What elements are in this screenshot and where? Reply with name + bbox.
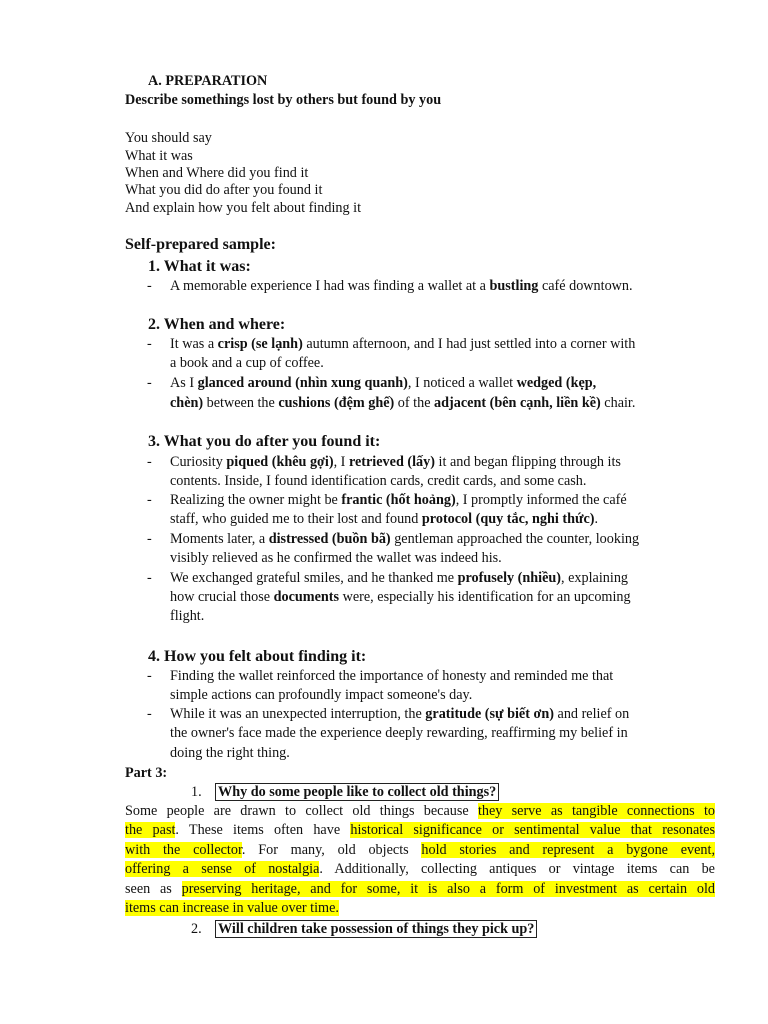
question-2: Will children take possession of things they pick up? — [215, 920, 537, 939]
bullet-line: Finding the wallet reinforced the importance of honesty and reminded me that — [170, 668, 614, 684]
cue-line: You should say — [125, 130, 212, 146]
bullet-dash: - — [147, 706, 152, 722]
bullet-dash: - — [147, 375, 152, 391]
bullet-line: It was a crisp (se lạnh) autumn afternoon, and I had just settled into a corner with — [170, 336, 636, 352]
part3-heading: Part 3: — [125, 765, 168, 781]
cue-line: What you did do after you found it — [125, 182, 323, 198]
bullet-dash: - — [147, 336, 152, 352]
bullet-line: a book and a cup of coffee. — [170, 355, 324, 371]
cue-line: What it was — [125, 148, 193, 164]
bullet-line: flight. — [170, 608, 205, 624]
bullet-line: While it was an unexpected interruption, the gratitude (sự biết ơn) and relief on — [170, 706, 630, 722]
bullet-line: Curiosity piqued (khêu gợi), I retrieved (lấy) it and began flipping through its — [170, 454, 621, 470]
question-1: Why do some people like to collect old things? — [215, 783, 499, 802]
bullet-line: As I glanced around (nhìn xung quanh), I noticed a wallet wedged (kẹp, — [170, 375, 597, 391]
bullet-line: A memorable experience I had was finding a wallet at a bustling café downtown. — [170, 278, 633, 294]
answer-line: with the collector. For many, old objects hold stories and represent a bygone event, — [125, 841, 716, 858]
bullet-line: Moments later, a distressed (buồn bã) gentleman approached the counter, looking — [170, 531, 640, 547]
bullet-line: We exchanged grateful smiles, and he thanked me profusely (nhiều), explaining — [170, 570, 629, 586]
answer-line: Some people are drawn to collect old things because they serve as tangible connections to — [125, 803, 715, 819]
bullet-dash: - — [147, 570, 152, 586]
bullet-line: simple actions can profoundly impact someone's day. — [170, 687, 473, 703]
answer-line: items can increase in value over time. — [125, 899, 339, 916]
bullet-line: how crucial those documents were, especially his identification for an upcoming — [170, 589, 631, 605]
question-number: 2. — [191, 921, 202, 937]
cue-line: When and Where did you find it — [125, 165, 309, 181]
bullet-line: doing the right thing. — [170, 745, 290, 761]
bullet-dash: - — [147, 531, 152, 547]
section-heading: 3. What you do after you found it: — [148, 433, 381, 450]
bullet-line: staff, who guided me to their lost and found protocol (quy tắc, nghi thức). — [170, 511, 599, 527]
bullet-line: chèn) between the cushions (đệm ghế) of the adjacent (bên cạnh, liền kề) chair. — [170, 395, 636, 411]
bullet-line: contents. Inside, I found identification cards, credit cards, and some cash. — [170, 473, 587, 489]
bullet-line: the owner's face made the experience deeply rewarding, reaffirming my belief in — [170, 725, 628, 741]
bullet-line: Realizing the owner might be frantic (hốt hoảng), I promptly informed the café — [170, 492, 627, 508]
question-number: 1. — [191, 784, 202, 800]
bullet-dash: - — [147, 454, 152, 470]
cue-line: And explain how you felt about finding it — [125, 200, 362, 216]
sample-title: Self-prepared sample: — [125, 236, 276, 253]
section-heading: 2. When and where: — [148, 316, 286, 333]
bullet-dash: - — [147, 668, 152, 684]
answer-line: seen as preserving heritage, and for some, it is also a form of investment as certain old — [125, 880, 715, 897]
answer-line: the past. These items often have historical significance or sentimental value that resonates — [125, 822, 715, 839]
answer-1-paragraph — [125, 802, 715, 918]
answer-line: offering a sense of nostalgia. Additionally, collecting antiques or vintage items can be — [125, 861, 715, 878]
section-heading: 4. How you felt about finding it: — [148, 648, 367, 665]
section-heading: 1. What it was: — [148, 258, 251, 275]
bullet-line: visibly relieved as he confirmed the wallet was indeed his. — [170, 550, 502, 566]
preparation-heading: A. PREPARATION — [148, 73, 268, 89]
topic-line: Describe somethings lost by others but found by you — [125, 92, 442, 108]
bullet-dash: - — [147, 278, 152, 294]
bullet-dash: - — [147, 492, 152, 508]
